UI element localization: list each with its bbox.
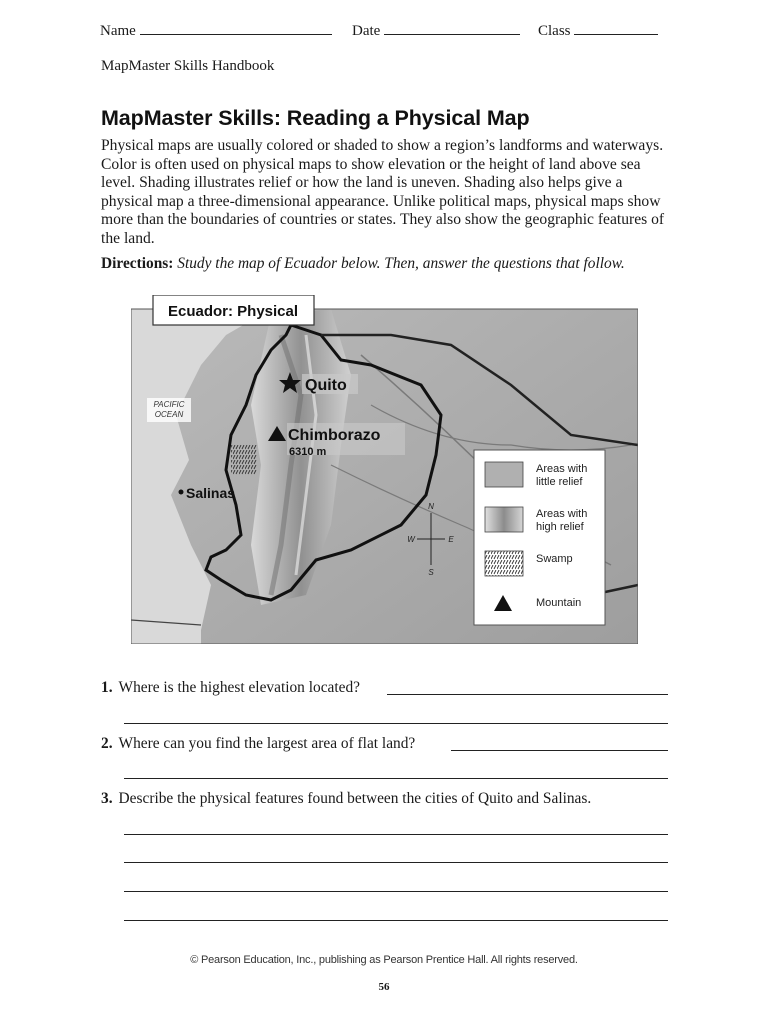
copyright-footer: © Pearson Education, Inc., publishing as Pearson Prentice Hall. All rights reserved.: [190, 954, 578, 966]
directions-label: Directions:: [101, 255, 174, 272]
class-field: [538, 22, 658, 40]
answer-3-line-3[interactable]: [124, 891, 668, 892]
legend-label-2a: Areas with: [536, 508, 588, 520]
directions: [101, 255, 625, 273]
answer-3-line-4[interactable]: [124, 920, 668, 921]
class-label: Class: [538, 23, 571, 39]
name-field: [100, 22, 332, 40]
question-3: [101, 790, 591, 808]
legend-label-2b: high relief: [536, 521, 584, 533]
compass-e: E: [448, 535, 454, 544]
name-label: Name: [100, 23, 136, 39]
city-label-quito: Quito: [305, 377, 347, 394]
answer-2-line[interactable]: [124, 778, 668, 779]
answer-2-blank[interactable]: [451, 750, 668, 751]
ocean-label-line1: PACIFIC: [153, 400, 185, 409]
compass-s: S: [428, 568, 434, 577]
question-1-number: 1.: [101, 679, 113, 696]
answer-3-line-1[interactable]: [124, 834, 668, 835]
legend-label-1a: Areas with: [536, 463, 588, 475]
question-2-text: Where can you find the largest area of flat land?: [118, 735, 416, 752]
legend-swatch-little-relief: [485, 462, 523, 487]
answer-3-line-2[interactable]: [124, 862, 668, 863]
ocean-label-line2: OCEAN: [154, 410, 184, 419]
page-title: MapMaster Skills: Reading a Physical Map: [101, 106, 530, 130]
mountain-label-chimborazo: Chimborazo: [288, 427, 381, 444]
answer-1-line[interactable]: [124, 723, 668, 724]
page-number: 56: [378, 981, 390, 993]
legend-swatch-swamp: [485, 551, 523, 576]
compass-w: W: [407, 535, 415, 544]
map-title: Ecuador: Physical: [167, 303, 299, 320]
date-label: Date: [352, 23, 381, 39]
legend-label-1b: little relief: [536, 476, 583, 488]
answer-1-blank[interactable]: [387, 694, 668, 695]
map-legend: [474, 450, 605, 625]
date-blank[interactable]: [384, 22, 520, 35]
question-2: [101, 735, 415, 753]
question-2-number: 2.: [101, 735, 113, 752]
legend-label-3: Swamp: [536, 553, 573, 565]
question-1-text: Where is the highest elevation located?: [118, 679, 360, 696]
ecuador-physical-map: [131, 295, 638, 644]
city-label-salinas: Salinas: [186, 485, 236, 501]
class-blank[interactable]: [574, 22, 658, 35]
swamp-area: [231, 445, 257, 475]
question-3-text: Describe the physical features found between the cities of Quito and Salinas.: [118, 790, 592, 807]
name-blank[interactable]: [140, 22, 332, 35]
directions-text: Study the map of Ecuador below. Then, answer the questions that follow.: [177, 255, 625, 272]
question-3-number: 3.: [101, 790, 113, 807]
date-field: [352, 22, 520, 40]
city-dot-icon: [179, 490, 184, 495]
legend-swatch-high-relief: [485, 507, 523, 532]
intro-paragraph: Physical maps are usually colored or shaded to show a region’s landforms and waterways. Color is often used on physical maps to show elevation or the height of land above sea level. Shading illustrates relief or how the land is uneven. Shading also helps give a physical map a three-dimensional appearance. Unlike political maps, physical maps show more than the boundaries of countries or states. They also show the geographic features of the land.: [101, 137, 665, 247]
compass-n: N: [428, 502, 434, 511]
handbook-title: MapMaster Skills Handbook: [101, 58, 275, 74]
legend-label-4: Mountain: [536, 597, 582, 609]
question-1: [101, 679, 360, 697]
mountain-elevation: 6310 m: [289, 446, 327, 458]
